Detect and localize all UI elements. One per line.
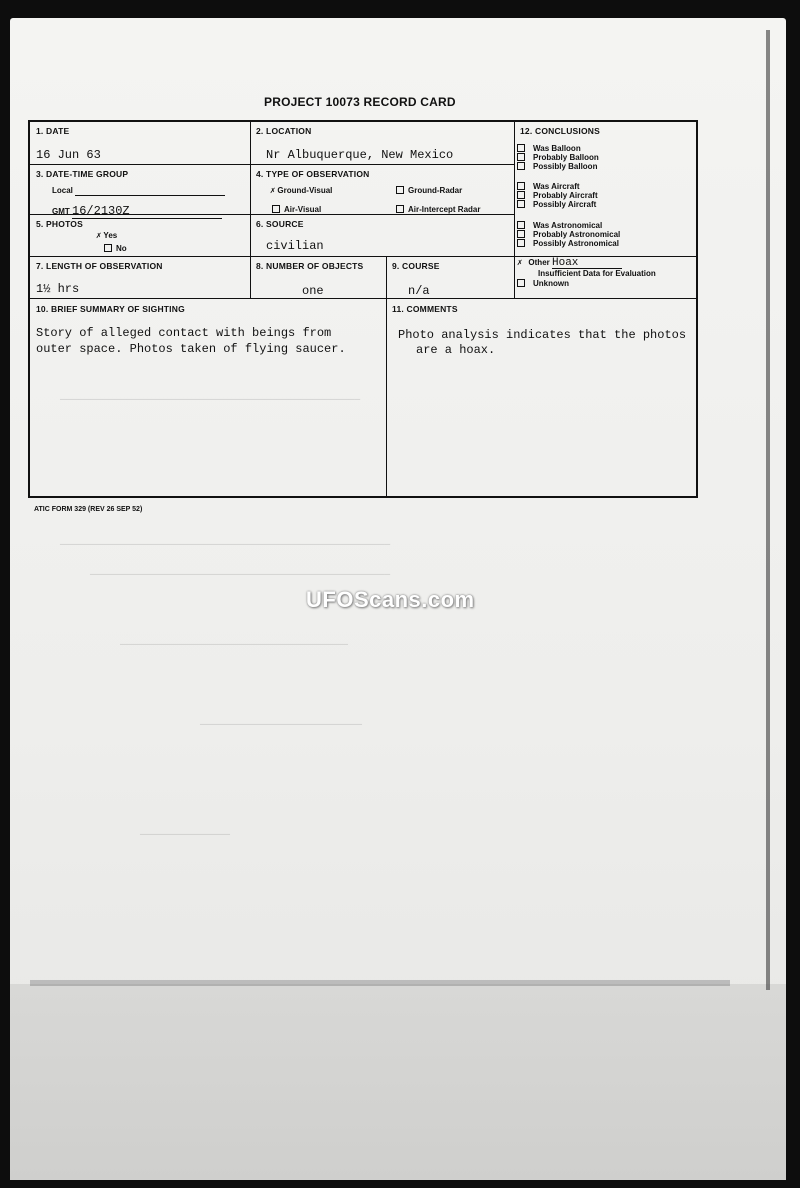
datetime-label: 3. DATE-TIME GROUP: [36, 169, 129, 179]
length-label: 7. LENGTH OF OBSERVATION: [36, 261, 163, 271]
conclusion-unknown: Unknown: [517, 279, 569, 288]
bleed-through-line: ———————————————————————————: [200, 720, 363, 731]
gmt-value: 16/2130Z: [72, 204, 222, 219]
record-card: [28, 120, 698, 498]
conclusion-possibly-astronomical: Possibly Astronomical: [517, 239, 619, 248]
watermark: UFOScans.com: [306, 587, 475, 612]
checked-mark-icon: ✗: [517, 258, 523, 268]
ground-visual-option: ✗ Ground-Visual: [270, 186, 333, 196]
gmt-time-field: [52, 204, 222, 219]
checkbox-icon: [517, 200, 525, 208]
checkbox-icon: [517, 182, 525, 190]
objects-value: one: [302, 284, 324, 298]
photos-no-option: No: [104, 244, 127, 253]
summary-label: 10. BRIEF SUMMARY OF SIGHTING: [36, 304, 185, 314]
air-intercept-radar-option: Air-Intercept Radar: [396, 205, 480, 214]
checkbox-icon: [517, 162, 525, 170]
checkbox-icon: [517, 144, 525, 152]
conclusion-other: ✗ Other Hoax: [517, 258, 622, 269]
location-value: Nr Albuquerque, New Mexico: [266, 148, 454, 162]
comments-line-1: Photo analysis indicates that the photos: [398, 328, 687, 342]
conclusion-was-balloon: Was Balloon: [517, 144, 581, 153]
course-value: n/a: [408, 284, 430, 298]
page-edge: [766, 30, 770, 990]
checkbox-icon: [104, 244, 112, 252]
checkbox-icon: [517, 221, 525, 229]
checkbox-icon: [517, 191, 525, 199]
photos-label: 5. PHOTOS: [36, 219, 83, 229]
location-label: 2. LOCATION: [256, 126, 312, 136]
checkbox-icon: [517, 239, 525, 247]
objects-label: 8. NUMBER OF OBJECTS: [256, 261, 364, 271]
conclusion-was-aircraft: Was Aircraft: [517, 182, 580, 191]
checked-mark-icon: ✗: [96, 231, 102, 241]
bleed-through-line: ——————————————————————————————————————: [120, 640, 349, 651]
comments-label: 11. COMMENTS: [392, 304, 458, 314]
gmt-label: GMT: [52, 207, 70, 216]
conclusion-possibly-aircraft: Possibly Aircraft: [517, 200, 596, 209]
checkbox-icon: [517, 230, 525, 238]
summary-line-1: Story of alleged contact with beings from: [36, 326, 332, 340]
air-visual-option: Air-Visual: [272, 205, 321, 214]
checkbox-icon: [396, 205, 404, 213]
conclusion-probably-aircraft: Probably Aircraft: [517, 191, 598, 200]
checked-mark-icon: ✗: [270, 186, 276, 196]
observation-type-label: 4. TYPE OF OBSERVATION: [256, 169, 370, 179]
local-label: Local: [52, 186, 73, 195]
conclusions-label: 12. CONCLUSIONS: [520, 126, 600, 136]
bleed-through-line: ———————————————: [140, 830, 231, 841]
bleed-through-line: ———————————————————————————————————————————————————————: [60, 540, 391, 551]
form-identifier: ATIC FORM 329 (REV 26 SEP 52): [34, 506, 143, 513]
checkbox-icon: [517, 153, 525, 161]
date-label: 1. DATE: [36, 126, 70, 136]
course-label: 9. COURSE: [392, 261, 440, 271]
photos-yes-option: ✗ Yes: [96, 231, 118, 241]
card-title: PROJECT 10073 RECORD CARD: [264, 95, 456, 109]
ground-radar-option: Ground-Radar: [396, 186, 462, 195]
length-value: 1½ hrs: [36, 282, 80, 296]
conclusion-was-astronomical: Was Astronomical: [517, 221, 602, 230]
source-value: civilian: [266, 239, 324, 253]
other-value: Hoax: [552, 259, 622, 269]
checkbox-icon: [272, 205, 280, 213]
conclusion-insufficient-data: Insufficient Data for Evaluation: [538, 269, 656, 278]
bleed-through-line: ——————————————————————————————————————————————————: [60, 395, 361, 406]
checkbox-icon: [396, 186, 404, 194]
comments-line-2: are a hoax.: [416, 343, 496, 357]
bleed-through-line: ——————————————————————————————————————————————————: [90, 570, 391, 581]
conclusion-possibly-balloon: Possibly Balloon: [517, 162, 597, 171]
conclusion-probably-astronomical: Probably Astronomical: [517, 230, 620, 239]
summary-line-2: outer space. Photos taken of flying saucer.: [36, 342, 346, 356]
page-divider: [30, 980, 730, 986]
checkbox-icon: [517, 279, 525, 287]
conclusion-probably-balloon: Probably Balloon: [517, 153, 599, 162]
source-label: 6. SOURCE: [256, 219, 304, 229]
local-time-field: [52, 186, 225, 196]
lower-page-band: [10, 984, 786, 1180]
date-value: 16 Jun 63: [36, 148, 101, 162]
